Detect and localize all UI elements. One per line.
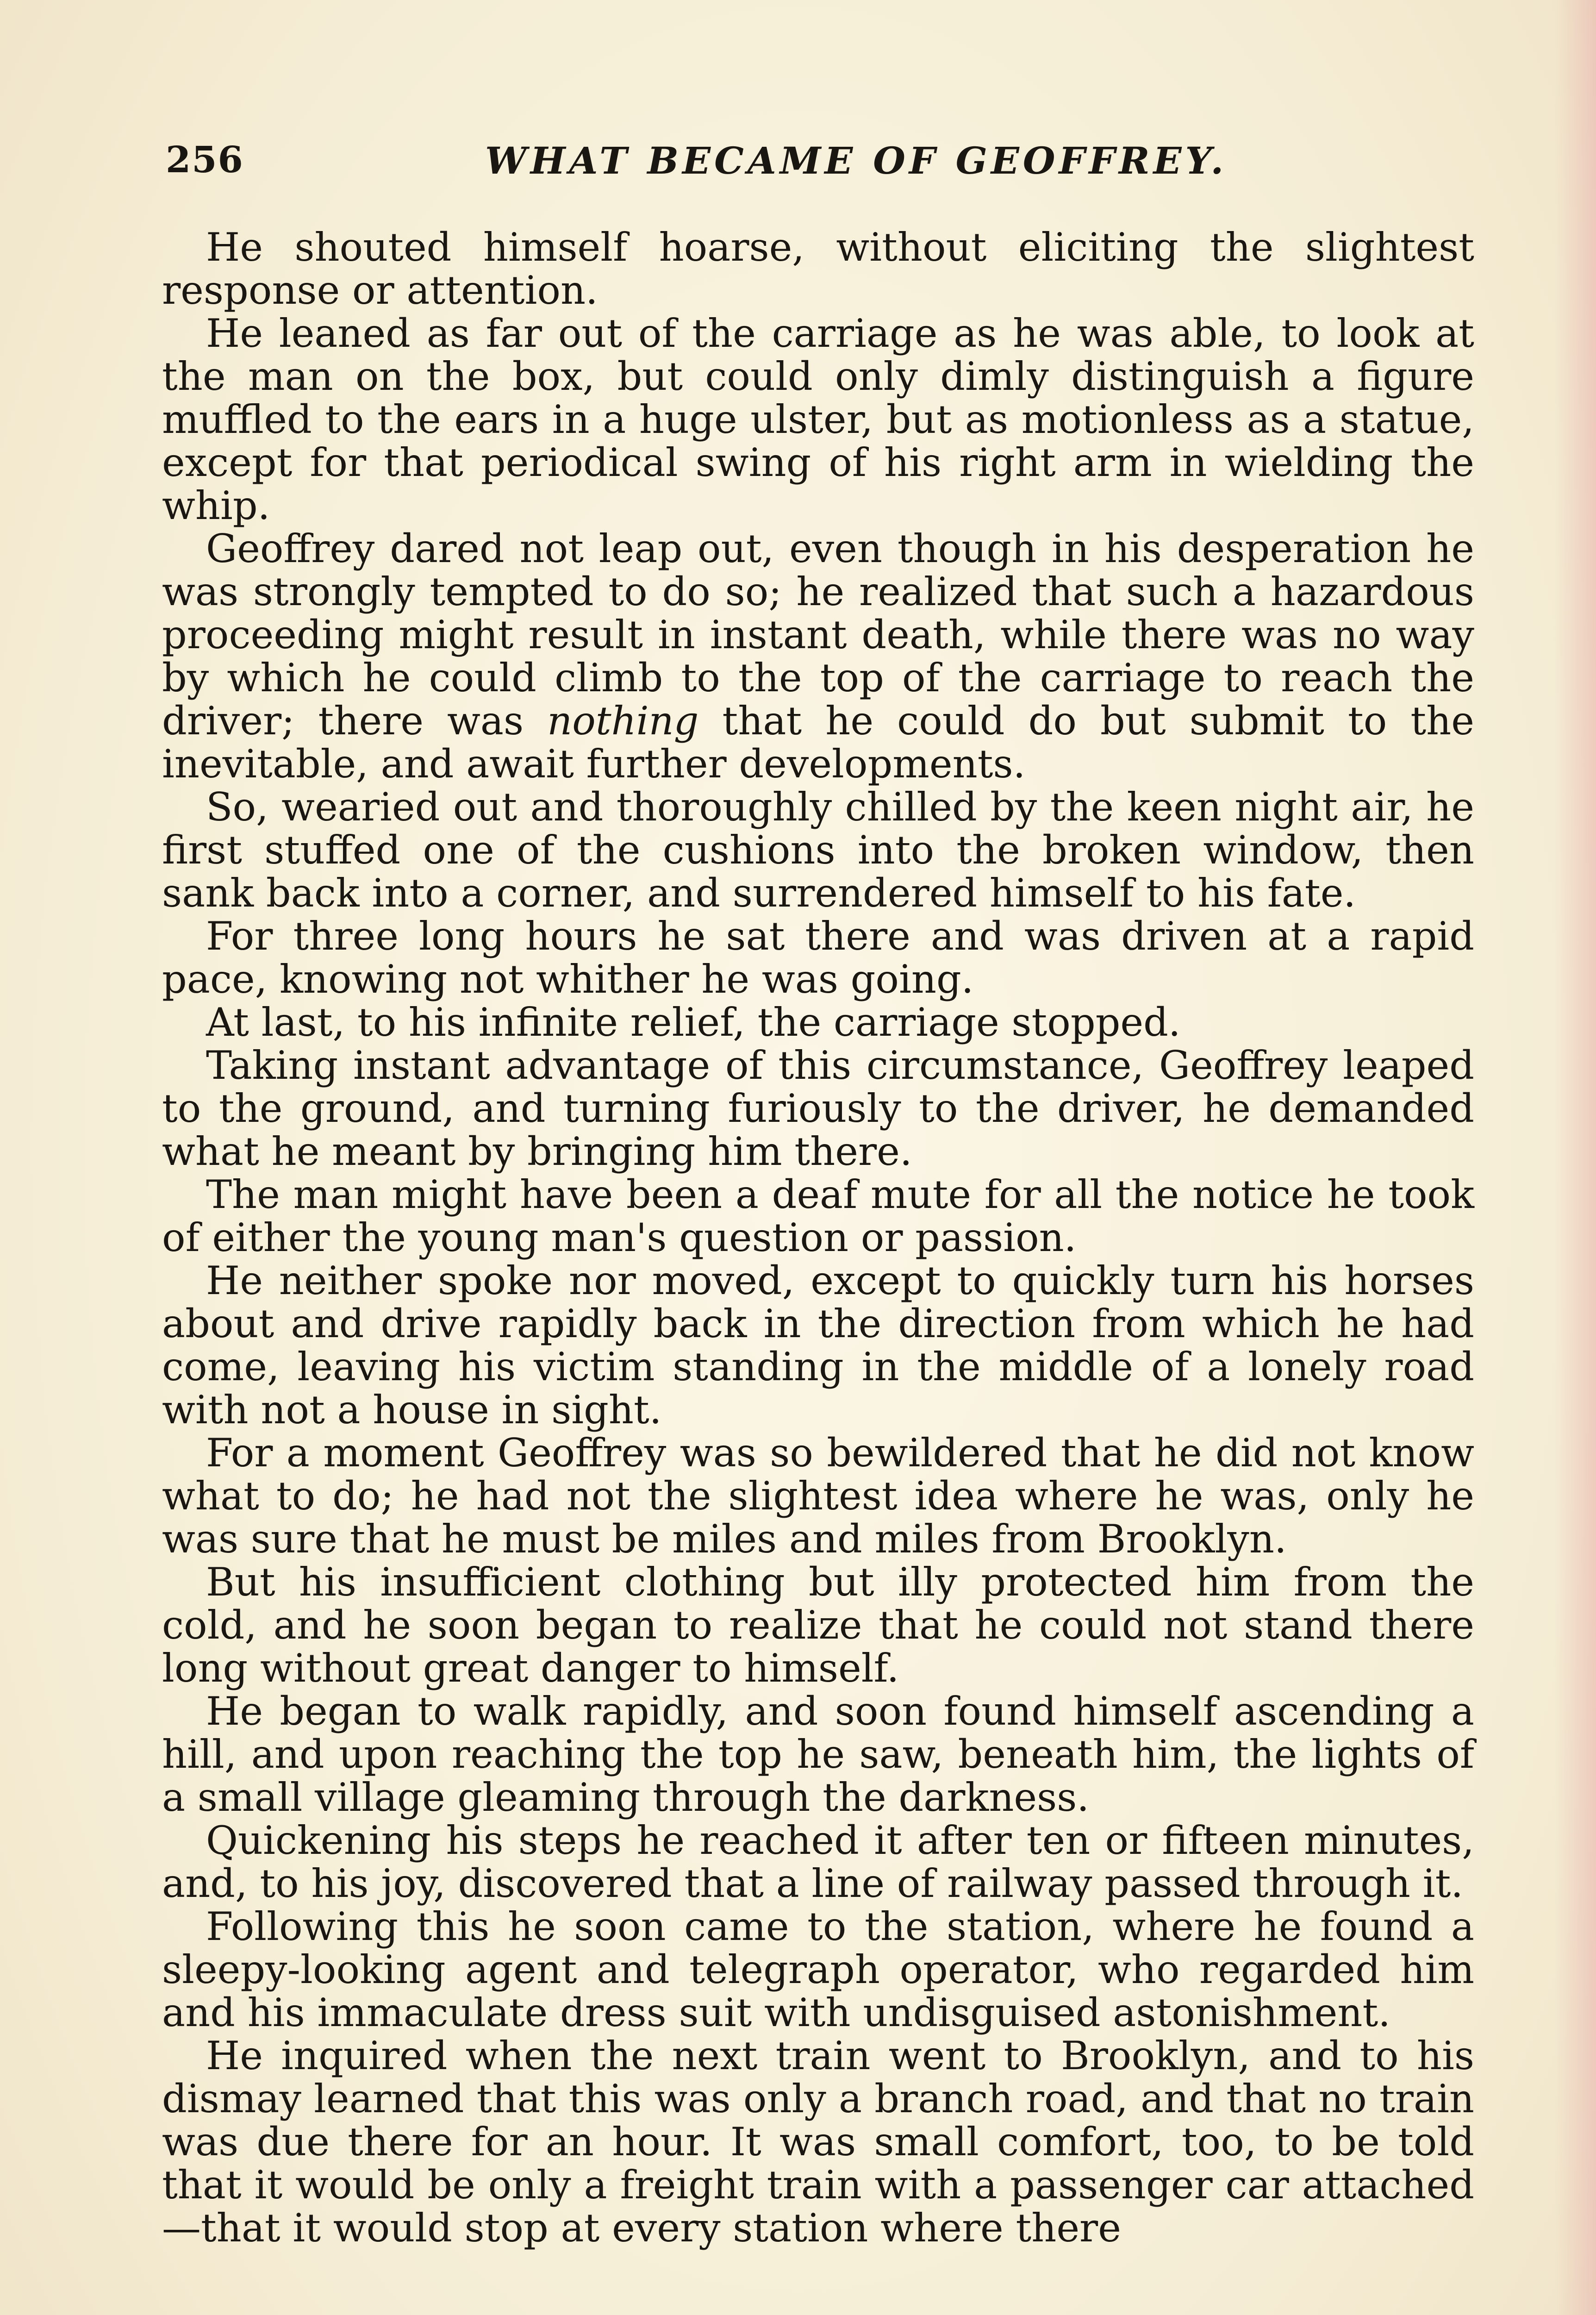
paragraph-text: that he could do but submit to the inevitable, and await further developments.: [162, 698, 1474, 787]
paragraph-text: The man might have been a deaf mute for all the notice he took of either the young man's question or passion.: [162, 1172, 1474, 1260]
paragraph-text: He began to walk rapidly, and soon found himself ascending a hill, and upon reaching the top he saw, beneath him, the lights of a small village gleaming through the darkness.: [162, 1689, 1474, 1820]
running-head: WHAT BECAME OF GEOFFREY.: [485, 139, 1228, 182]
paragraph: [162, 1259, 1474, 1432]
paragraph-text: He leaned as far out of the carriage as he was able, to look at the man on the box, but could only dimly distinguish a figure muffled to the ears in a huge ulster, but as motionless as a statue, except for that periodical swing of his right arm in wielding the whip.: [162, 311, 1474, 528]
paragraph: [162, 312, 1474, 527]
paragraph: [162, 1173, 1474, 1259]
paragraph: [162, 226, 1474, 312]
paragraph-text: He inquired when the next train went to Brooklyn, and to his dismay learned that this was only a branch road, and that no train was due there for an hour. It was small comfort, too, to be told that it would be only a freight train with a passenger car attached—that it would stop at every station where there: [162, 2033, 1474, 2251]
paragraph-text: But his insufficient clothing but illy protected him from the cold, and he soon began to realize that he could not stand there long without great danger to himself.: [162, 1559, 1474, 1691]
paragraph-text: For three long hours he sat there and was driven at a rapid pace, knowing not whither he was going.: [162, 913, 1474, 1002]
paragraph: [162, 1044, 1474, 1173]
paragraph-text: He neither spoke nor moved, except to quickly turn his horses about and drive rapidly back in the direction from which he had come, leaving his victim standing in the middle of a lonely road with not a house in sight.: [162, 1258, 1474, 1433]
paragraph: [162, 786, 1474, 915]
paragraph: [162, 2034, 1474, 2250]
paragraph: [162, 527, 1474, 786]
paragraph: [162, 1905, 1474, 2034]
paragraph-text: Taking instant advantage of this circumstance, Geoffrey leaped to the ground, and turning furiously to the driver, he demanded what he meant by bringing him there.: [162, 1043, 1474, 1174]
paragraph: [162, 1001, 1474, 1044]
paragraph: [162, 1432, 1474, 1561]
paragraph-text: So, wearied out and thoroughly chilled by the keen night air, he first stuffed one of the cushions into the broken window, then sank back into a corner, and surrendered himself to his fate.: [162, 784, 1474, 916]
body-text: [162, 226, 1474, 2250]
paragraph: [162, 1561, 1474, 1690]
paragraph: [162, 1819, 1474, 1905]
paragraph-text: At last, to his infinite relief, the carriage stopped.: [206, 1000, 1181, 1045]
paragraph: [162, 1690, 1474, 1819]
page-edge-shading: [1554, 0, 1596, 2315]
paragraph: [162, 915, 1474, 1001]
paragraph-text: Quickening his steps he reached it after ten or fifteen minutes, and, to his joy, discovered that a line of railway passed through it.: [162, 1818, 1474, 1906]
paragraph-text: For a moment Geoffrey was so bewildered that he did not know what to do; he had not the slightest idea where he was, only he was sure that he must be miles and miles from Brooklyn.: [162, 1430, 1474, 1562]
paragraph-text: He shouted himself hoarse, without eliciting the slightest response or attention.: [162, 225, 1474, 313]
emphasized-word: nothing: [547, 698, 699, 744]
page-number: 256: [166, 139, 244, 181]
paragraph-text: Following this he soon came to the station, where he found a sleepy-looking agent and telegraph operator, who regarded him and his immaculate dress suit with undisguised astonishment.: [162, 1904, 1474, 2035]
page-header: [166, 139, 1476, 190]
paragraph-text: Geoffrey dared not leap out, even though in his desperation he was strongly tempted to do so; he realized that such a hazardous proceeding might result in instant death, while there was no way by which he could climb to the top of the carriage to reach the driver; there was: [162, 526, 1474, 744]
